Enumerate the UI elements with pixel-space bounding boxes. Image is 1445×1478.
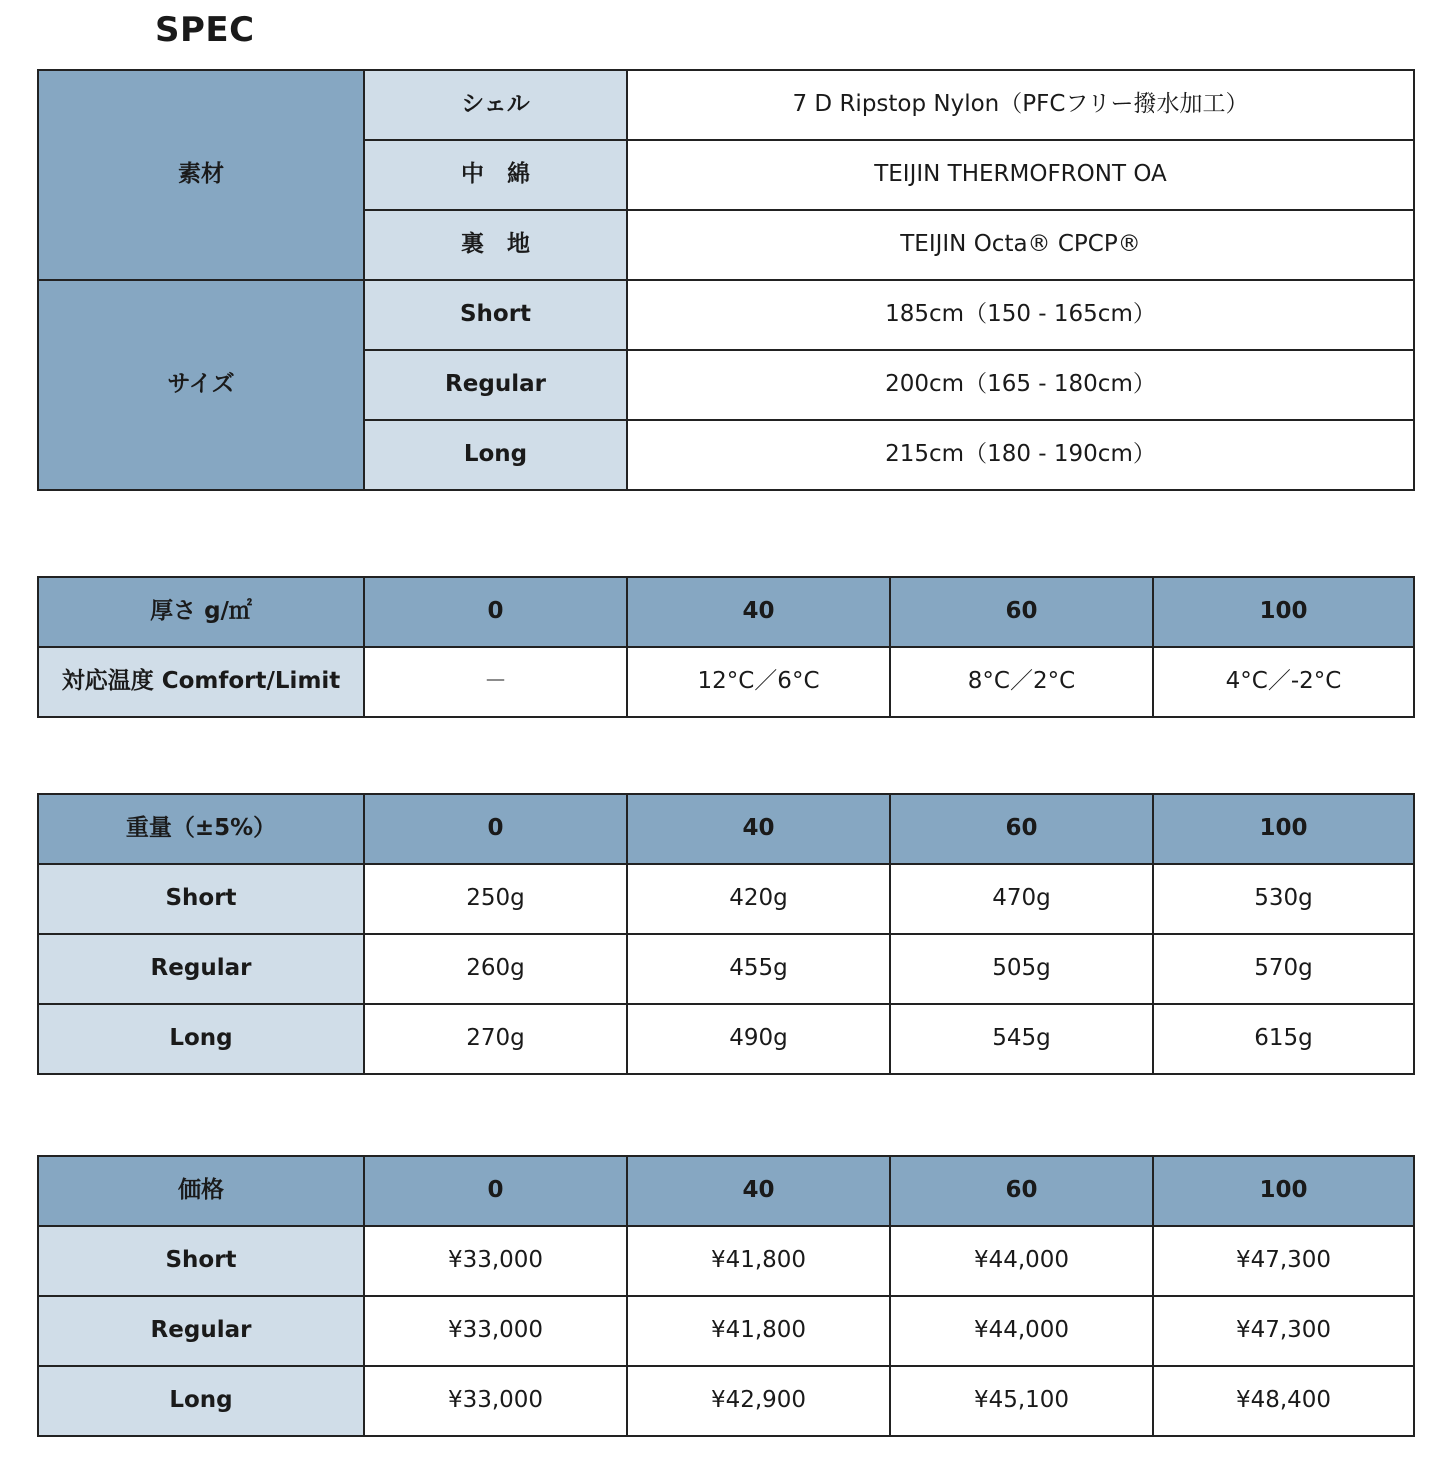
price-cell: ¥33,000 [364,1226,627,1296]
thickness-table [37,576,1415,718]
table-row [38,1296,1414,1366]
temperature-cell: 8°C／2°C [890,647,1153,717]
size-label: Regular [364,350,627,420]
price-header-label: 価格 [38,1156,364,1226]
table-header-row [38,794,1414,864]
price-cell: ¥47,300 [1153,1226,1414,1296]
table-row [38,647,1414,717]
material-header: 素材 [38,70,364,280]
price-header-cell: 100 [1153,1156,1414,1226]
temperature-cell: 12°C／6°C [627,647,890,717]
price-header-cell: 0 [364,1156,627,1226]
table-header-row [38,1156,1414,1226]
price-cell: ¥41,800 [627,1226,890,1296]
weight-cell: 420g [627,864,890,934]
price-cell: ¥47,300 [1153,1296,1414,1366]
table-row [38,1226,1414,1296]
material-value: TEIJIN Octa® CPCP® [627,210,1414,280]
price-row-label: Long [38,1366,364,1436]
size-label: Short [364,280,627,350]
weight-header-cell: 60 [890,794,1153,864]
thickness-header-label: 厚さ g/㎡ [38,577,364,647]
price-cell: ¥33,000 [364,1366,627,1436]
weight-cell: 250g [364,864,627,934]
material-value: 7 D Ripstop Nylon（PFCフリー撥水加工） [627,70,1414,140]
thickness-header-cell: 40 [627,577,890,647]
table-row [38,934,1414,1004]
temperature-cell: 4°C／-2°C [1153,647,1414,717]
weight-row-label: Short [38,864,364,934]
weight-header-cell: 0 [364,794,627,864]
size-value: 185cm（150 - 165cm） [627,280,1414,350]
table-row [38,1366,1414,1436]
material-label: シェル [364,70,627,140]
weight-cell: 470g [890,864,1153,934]
temperature-label: 対応温度 Comfort/Limit [38,647,364,717]
price-cell: ¥44,000 [890,1226,1153,1296]
weight-cell: 505g [890,934,1153,1004]
weight-header-label: 重量（±5%） [38,794,364,864]
weight-header-cell: 40 [627,794,890,864]
thickness-header-cell: 100 [1153,577,1414,647]
price-row-label: Regular [38,1296,364,1366]
table-row [38,70,1414,140]
size-value: 215cm（180 - 190cm） [627,420,1414,490]
page-title: SPEC [155,10,255,50]
material-label: 中 綿 [364,140,627,210]
material-label: 裏 地 [364,210,627,280]
price-header-cell: 60 [890,1156,1153,1226]
thickness-header-cell: 0 [364,577,627,647]
temperature-cell: － [364,647,627,717]
weight-cell: 490g [627,1004,890,1074]
weight-cell: 260g [364,934,627,1004]
size-value: 200cm（165 - 180cm） [627,350,1414,420]
price-table [37,1155,1415,1437]
weight-header-cell: 100 [1153,794,1414,864]
table-header-row [38,577,1414,647]
price-cell: ¥42,900 [627,1366,890,1436]
price-cell: ¥48,400 [1153,1366,1414,1436]
weight-cell: 545g [890,1004,1153,1074]
weight-cell: 530g [1153,864,1414,934]
weight-row-label: Long [38,1004,364,1074]
size-label: Long [364,420,627,490]
weight-table [37,793,1415,1075]
price-header-cell: 40 [627,1156,890,1226]
thickness-header-cell: 60 [890,577,1153,647]
weight-row-label: Regular [38,934,364,1004]
weight-cell: 570g [1153,934,1414,1004]
table-row [38,864,1414,934]
price-cell: ¥45,100 [890,1366,1153,1436]
price-cell: ¥44,000 [890,1296,1153,1366]
spec-table [37,69,1415,491]
weight-cell: 615g [1153,1004,1414,1074]
table-row [38,280,1414,350]
material-value: TEIJIN THERMOFRONT OA [627,140,1414,210]
weight-cell: 455g [627,934,890,1004]
weight-cell: 270g [364,1004,627,1074]
price-cell: ¥41,800 [627,1296,890,1366]
price-row-label: Short [38,1226,364,1296]
price-cell: ¥33,000 [364,1296,627,1366]
size-header: サイズ [38,280,364,490]
table-row [38,1004,1414,1074]
